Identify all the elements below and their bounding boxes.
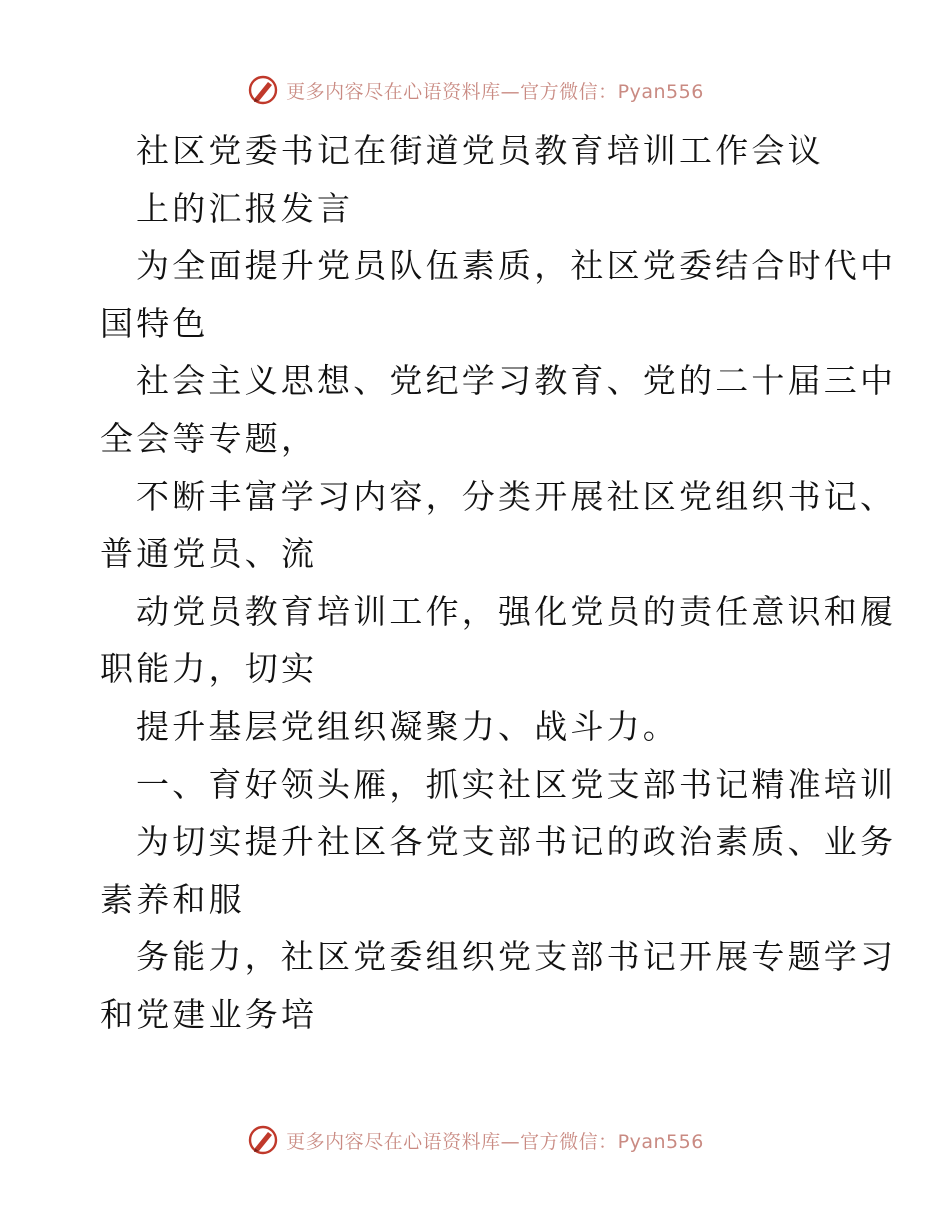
watermark-text: 更多内容尽在心语资料库—官方微信：Pyan556 (286, 1130, 704, 1153)
document-body (100, 122, 897, 1044)
title-line-1: 社区党委书记在街道党员教育培训工作会议 (136, 131, 824, 170)
pen-logo-icon (246, 73, 280, 107)
paragraph-line: 提升基层党组织凝聚力、战斗力。 (136, 706, 679, 746)
paragraph-line: 普通党员、流 (100, 534, 318, 574)
paragraph-line: 务能力，社区党委组织党支部书记开展专题学习 (136, 937, 897, 977)
paragraph-line: 国特色 (100, 303, 209, 343)
paragraph-line: 社会主义思想、党纪学习教育、党的二十届三中 (136, 361, 897, 401)
watermark-text: 更多内容尽在心语资料库—官方微信：Pyan556 (286, 80, 704, 103)
header-watermark (0, 72, 950, 108)
title-line-2: 上的汇报发言 (136, 188, 354, 228)
paragraph-line: 素养和服 (100, 879, 245, 919)
paragraph-line: 和党建业务培 (100, 994, 318, 1034)
paragraph-line: 职能力，切实 (100, 649, 318, 689)
section-heading: 一、育好领头雁，抓实社区党支部书记精准培训 (136, 764, 897, 804)
paragraph-line: 为切实提升社区各党支部书记的政治素质、业务 (136, 822, 897, 862)
footer-watermark (0, 1122, 950, 1158)
paragraph-line: 不断丰富学习内容，分类开展社区党组织书记、 (136, 476, 897, 516)
paragraph-line: 动党员教育培训工作，强化党员的责任意识和履 (136, 591, 897, 631)
paragraph-line: 全会等专题， (100, 418, 318, 458)
paragraph-line: 为全面提升党员队伍素质，社区党委结合时代中 (136, 246, 897, 286)
pen-logo-icon (246, 1123, 280, 1157)
